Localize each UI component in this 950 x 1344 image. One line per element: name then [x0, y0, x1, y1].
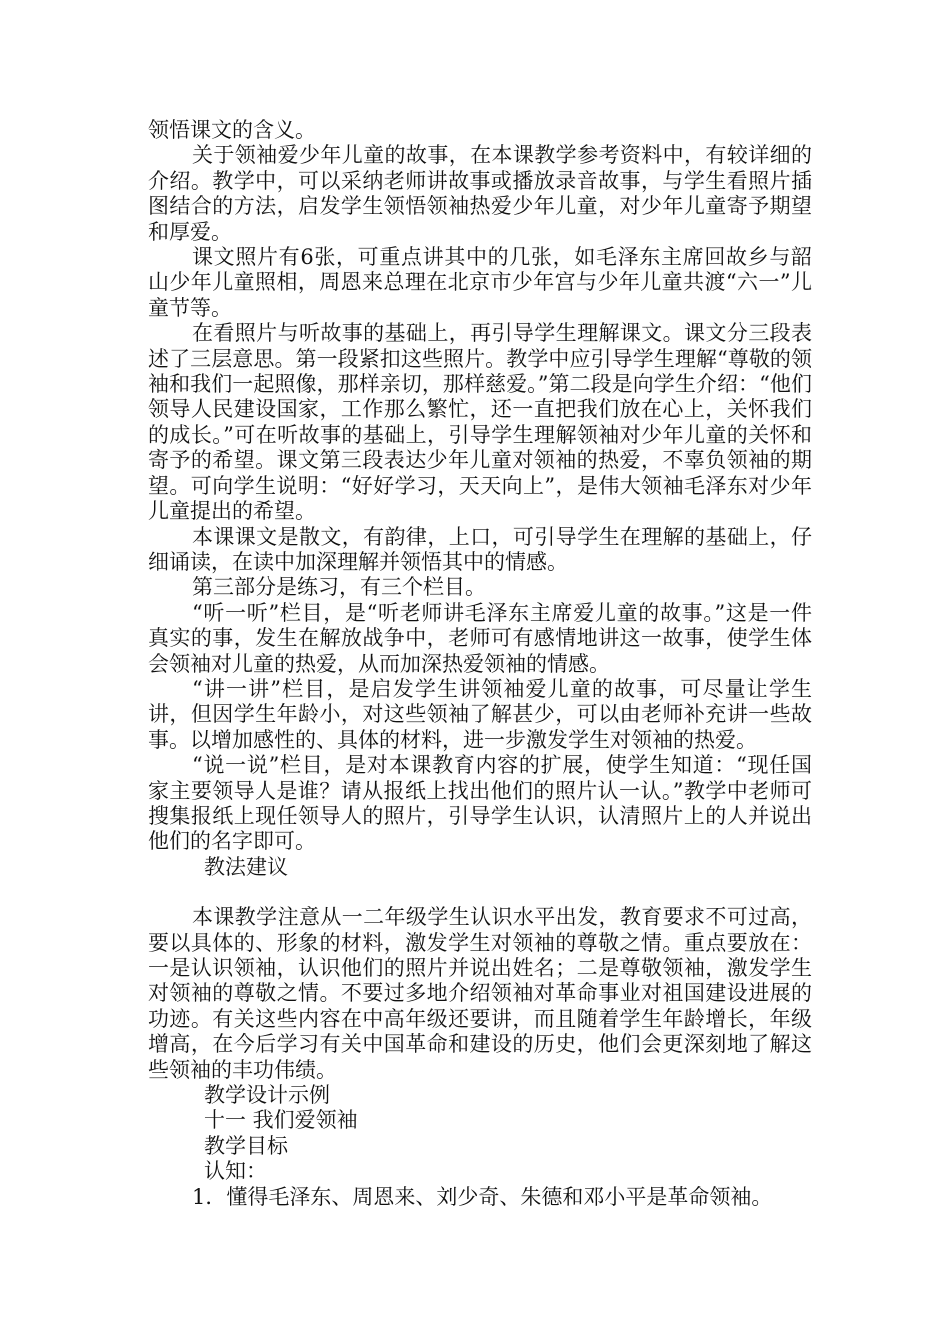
paragraph: 本课教学注意从一二年级学生认识水平出发，教育要求不可过高，要以具体的、形象的材料，激发学生对领袖的尊敬之情。重点要放在：一是认识领袖，认识他们的照片并说出姓名；二是尊敬领袖，激发学生对领袖的尊敬之情。不要过多地介绍领袖对革命事业对祖国建设进展的功迹。有关这些内容在中高年级还要讲，而且随着学生年龄增长，年级增高，在今后学习有关中国革命和建设的历史，他们会更深刻地了解这些领袖的丰功伟绩。 — [148, 905, 812, 1082]
section-heading-teaching-suggestions: 教法建议 — [204, 854, 288, 879]
paragraph: “讲一讲”栏目，是启发学生讲领袖爱儿童的故事，可尽量让学生讲，但因学生年龄小，对这些领袖了解甚少，可以由老师补充讲一些故事。以增加感性的、具体的材料，进一步激发学生对领袖的热爱。 — [148, 676, 812, 752]
document-body — [148, 118, 812, 1210]
paragraph: “听一听”栏目，是“听老师讲毛泽东主席爱儿童的故事。”这是一件真实的事，发生在解放战争中，老师可有感情地讲这一故事，使学生体会领袖对儿童的热爱，从而加深热爱领袖的情感。 — [148, 600, 812, 676]
section-heading-design-example: 教学设计示例 — [204, 1083, 330, 1108]
list-item: 1．懂得毛泽东、周恩来、刘少奇、朱德和邓小平是革命领袖。 — [192, 1184, 773, 1209]
lesson-title: 十一 我们爱领袖 — [204, 1108, 358, 1133]
subheading-cognition: 认知： — [204, 1159, 267, 1184]
paragraph: 第三部分是练习，有三个栏目。 — [192, 575, 486, 600]
paragraph: 课文照片有6张，可重点讲其中的几张，如毛泽东主席回故乡与韶山少年儿童照相，周恩来总理在北京市少年宫与少年儿童共渡“六一”儿童节等。 — [148, 245, 812, 320]
paragraph: 领悟课文的含义。 — [148, 118, 316, 142]
section-heading-objectives: 教学目标 — [204, 1133, 288, 1158]
paragraph: 本课课文是散文，有韵律，上口，可引导学生在理解的基础上，仔细诵读，在读中加深理解并领悟其中的情感。 — [148, 524, 812, 574]
paragraph: “说一说”栏目，是对本课教育内容的扩展，使学生知道：“现任国家主要领导人是谁？请从报纸上找出他们的照片认一认。”教学中老师可搜集报纸上现任领导人的照片，引导学生认识，认清照片上的人并说出他们的名字即可。 — [148, 753, 812, 854]
paragraph: 关于领袖爱少年儿童的故事，在本课教学参考资料中，有较详细的介绍。教学中，可以采纳老师讲故事或播放录音故事，与学生看照片插图结合的方法，启发学生领悟领袖热爱少年儿童，对少年儿童寄予期望和厚爱。 — [148, 143, 812, 244]
blank-line — [148, 880, 812, 905]
paragraph: 在看照片与听故事的基础上，再引导学生理解课文。课文分三段表述了三层意思。第一段紧扣这些照片。教学中应引导学生理解“尊敬的领袖和我们一起照像，那样亲切，那样慈爱。”第二段是向学生介绍：“他们领导人民建设国家，工作那么繁忙，还一直把我们放在心上，关怀我们的成长。”可在听故事的基础上，引导学生理解领袖对少年儿童的关怀和寄予的希望。课文第三段表达少年儿童对领袖的热爱，不辜负领袖的期望。可向学生说明：“好好学习，天天向上”，是伟大领袖毛泽东对少年儿童提出的希望。 — [148, 321, 812, 524]
